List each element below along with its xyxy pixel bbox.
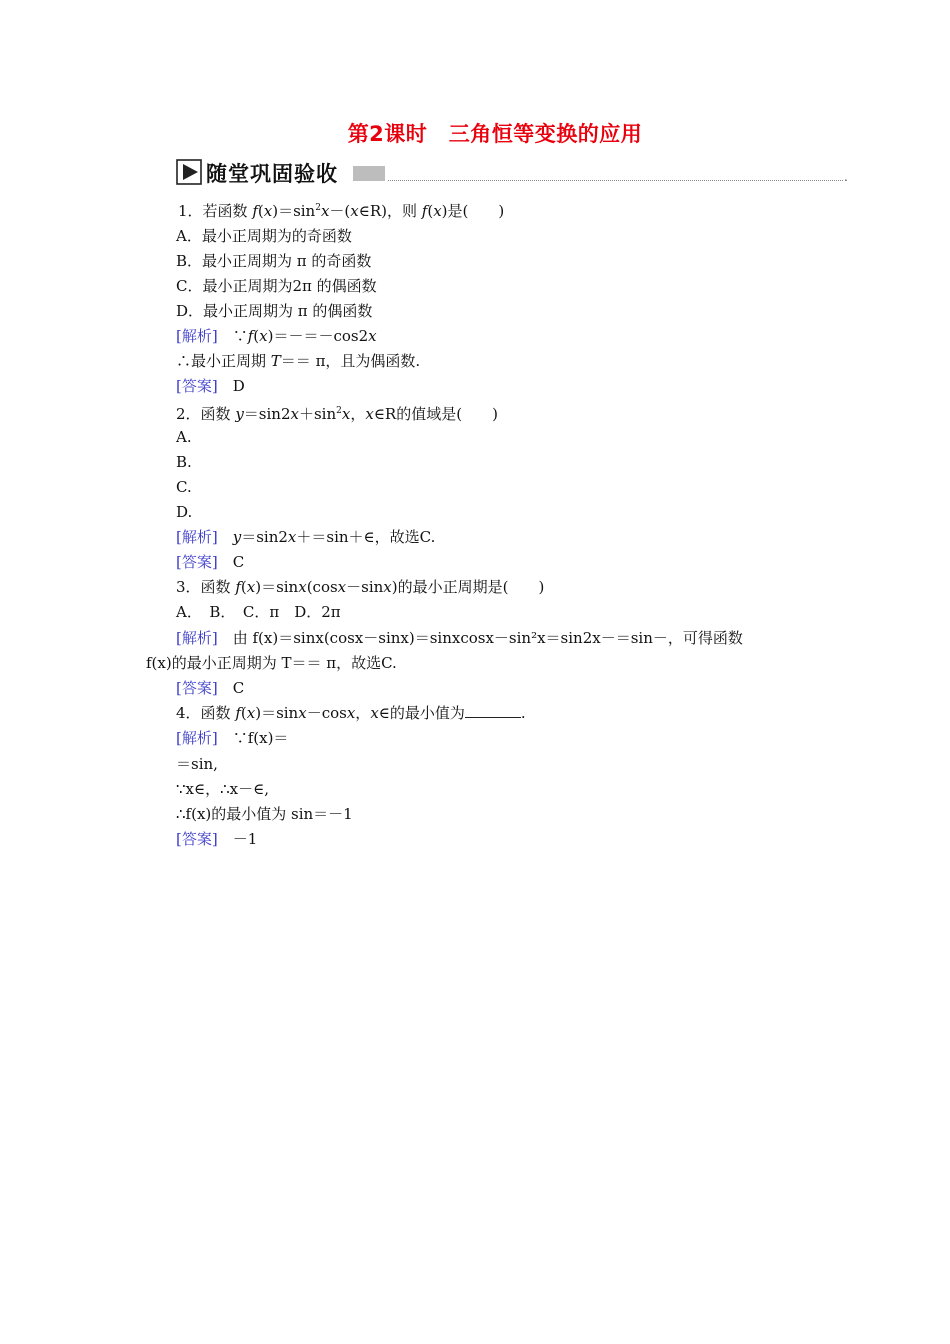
question-1: 1．若函数 $f(x)=\sin^2x-(x\in R)$，则 f(x)是( ) <box>178 202 505 220</box>
answer-blank <box>465 703 521 718</box>
option-c: C. <box>176 478 192 496</box>
option-a: A. <box>176 428 192 446</box>
option-d: D. <box>176 503 193 521</box>
analysis-4-line3: ∵x∈，∴x－∈, <box>176 780 269 798</box>
answer-3: [答案] C <box>176 679 245 697</box>
answer-tag: [答案] <box>176 679 218 697</box>
answer-tag: [答案] <box>176 377 218 395</box>
section-header <box>176 156 848 190</box>
analysis-1-line2: ∴最小正周期 T＝＝ π，且为偶函数. <box>176 352 421 370</box>
analysis-tag: [解析] <box>176 528 218 546</box>
analysis-1: [解析] ∵f(x)＝－＝－cos2x <box>176 327 377 345</box>
analysis-4: [解析] ∵f(x)＝ <box>176 729 289 747</box>
answer-1: [答案] D <box>176 377 245 395</box>
options-3: A． B． C．π D．2π <box>176 603 341 621</box>
analysis-3: [解析] 由 f(x)＝sinx(cosx－sinx)＝sinxcosx－sin²x＝sin2x－＝sin－，可得函数 <box>176 629 743 647</box>
question-4: 4．函数 f(x)＝sinx－cosx，x∈的最小值为 . <box>176 704 526 722</box>
section-decor-block <box>353 166 385 181</box>
section-title: 随堂巩固验收 <box>206 162 338 186</box>
question-3: 3．函数 f(x)＝sinx(cosx－sinx)的最小正周期是( ) <box>176 578 545 596</box>
option-a: A．最小正周期为的奇函数 <box>176 227 352 245</box>
analysis-tag: [解析] <box>176 729 218 747</box>
answer-tag: [答案] <box>176 553 218 571</box>
option-b: B. <box>176 453 192 471</box>
analysis-4-line2: ＝sin, <box>176 755 218 773</box>
question-2: 2．函数 $y=\sin 2x+\sin^2x$，x∈R的值域是( ) <box>176 405 498 423</box>
analysis-3-line2: f(x)的最小正周期为 T＝＝ π，故选C. <box>146 654 397 672</box>
option-b: B．最小正周期为 π 的奇函数 <box>176 252 372 270</box>
analysis-4-line4: ∴f(x)的最小值为 sin＝－1 <box>176 805 353 823</box>
answer-4: [答案] －1 <box>176 830 258 848</box>
section-divider-end: . <box>844 170 848 184</box>
analysis-2: [解析] y＝sin2x＋＝sin＋∈，故选C. <box>176 528 436 546</box>
answer-2: [答案] C <box>176 553 245 571</box>
answer-tag: [答案] <box>176 830 218 848</box>
analysis-tag: [解析] <box>176 629 218 647</box>
play-arrow-icon <box>176 159 202 185</box>
page-title: 第2课时 三角恒等变换的应用 <box>347 122 643 146</box>
option-d: D．最小正周期为 π 的偶函数 <box>176 302 373 320</box>
section-divider <box>388 180 843 181</box>
analysis-tag: [解析] <box>176 327 218 345</box>
option-c: C．最小正周期为2π 的偶函数 <box>176 277 377 295</box>
